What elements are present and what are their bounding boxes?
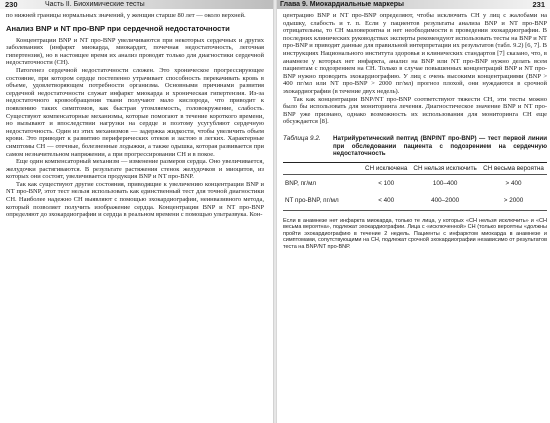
table-header-cell: СН весьма вероятна <box>483 164 544 172</box>
body-paragraph: Так как концентрации BNP/NT про-BNP соответствуют тяжести СН, эти тесты можно было бы использовать для мониторинга лечения. Диагностическое значение BNP и NT про-BNP уже признано, однако возможность их использования для мониторинга СН еще обсуждается [8]. <box>283 95 547 126</box>
right-page <box>277 0 550 423</box>
table-header-cell <box>283 162 362 174</box>
right-body-text <box>283 12 547 250</box>
body-paragraph: Еще один компенсаторный механизм — изменение размеров сердца. Оно увеличивается, желудочки растягиваются. В результате растяжения стенок желудочков и миоцитов, из которых они состоят, увеличивается продукция BNP и NT про-BNP. <box>6 158 264 181</box>
right-page-number: 231 <box>532 0 545 9</box>
section-heading: Анализ BNP и NT про-BNP при сердечной недостаточности <box>6 23 230 33</box>
table-header-cell: СН исключена <box>365 164 408 172</box>
table-title: Натрийуретический пептид (BNP/NT про-BNP) — тест первой линии при обследовании пациента с подозрением на сердечную недостаточность <box>333 134 547 158</box>
table-header-cell: СН нельзя исключить <box>413 164 477 172</box>
left-running-head: Часть II. Биохимические тесты <box>45 1 145 8</box>
body-paragraph: Так как существуют другие состояния, приводящие к увеличению концентрации BNP и NT про-BNP, этот тест нельзя использовать как единственный тест для точной диагностики СН. Наиболее надежно СН выявляют с помощью эхокардиографии, неинвазивного метода, который позволяет получить изображение сердца. Концентрации BNP и NT про-BNP определяют до эхокардиографии и сердца в реальном времени с помощью ультразвука. Кон- <box>6 180 264 219</box>
intro-paragraph: по нижней границы нормальных значений, у женщин старше 80 лет — около верхней. <box>6 12 246 19</box>
table-row <box>283 192 547 210</box>
table-label: Таблица 9.2. <box>283 134 321 142</box>
table-cell: > 2000 <box>503 197 524 205</box>
table-cell: > 400 <box>505 179 522 187</box>
table-cell: < 400 <box>378 197 395 205</box>
table-row <box>283 174 547 192</box>
left-page <box>0 0 273 423</box>
table-footnote: Если в анамнезе нет инфаркта миокарда, только те лица, у которых «СН нельзя исключить» и «СН весьма вероятна», подлежат эхокардиографии. Лица с «исключенной» СН (только вероятны «должны пройти эхокардиографию в течение 2 недель. Пациенты с инфарктом миокарда в анамнезе и симптомами, сопутствующими на СН, подлежат срочной эхокардиографии независимо от результатов теста на BNP/NT про-BNP. <box>283 217 547 250</box>
bnp-threshold-table <box>283 162 547 211</box>
table-cell: 400–2000 <box>431 197 460 205</box>
table-cell: NT про-BNP, пг/мл <box>285 197 339 205</box>
body-paragraph: центрацию BNP и NT про-BNP определяют, чтобы исключить СН у лиц с жалобами на одышку, слабость и т. п. Если у пациентов результаты анализа BNP и NT про-BNP отрицательны, то СН маловероятна и нет необходимости в проведении эхокардиографии. В последних клинических руководствах эксперты рекомендуют использовать тесты на BNP и NT про-BNP и приводят данные для правильной интерпретации их результатов (табл. 9.2) [6, 7]. В инструкциях Национального института здоровья и клинических стандартов [7] сказано, что, в анамнезе у которых нет инфаркта, анализ на BNP или NT про-BNP нужно делать всем пациентам с подозрением на СН. Только в случае повышенных концентраций BNP и NT про-BNP нужно проводить эхокардиографию. У лиц с очень высокими концентрациями (BNP > 400 пг/мл или NT про-BNP > 2000 пг/мл) прогноз плохой, они нуждаются в срочной эхокардиографии (в течение двух недель). <box>283 12 547 95</box>
table-caption <box>283 135 547 158</box>
table-header-row <box>283 162 547 174</box>
left-page-number: 230 <box>5 0 18 9</box>
right-running-head: Глава 9. Миокардиальные маркеры <box>280 1 405 8</box>
table-cell: BNP, пг/мл <box>285 179 317 187</box>
left-running-header <box>0 0 273 9</box>
left-body-text <box>6 12 264 219</box>
table-cell: 100–400 <box>432 179 458 187</box>
right-running-header <box>277 0 550 9</box>
table-cell: < 100 <box>378 179 395 187</box>
body-paragraph: Концентрации BNP и NT про-BNP увеличиваются при некоторых сердечных и других заболеваниях (инфаркт миокарда, миокардит, почечная недостаточность, легочная гипертензия), но в настоящее время их анализ проводят только для диагностики сердечной недостаточности (СН). <box>6 36 264 67</box>
body-paragraph: Патогенез сердечной недостаточности сложен. Это хроническое прогрессирующее состояние, при котором сердце постепенно утрачивает способность перекачивать кровь в объеме, удовлетворяющем потребности организма. Основными причинами развития сердечной недостаточности служат инфаркт миокарда и хроническая гипертензия. Из-за недостаточного кровообращения ткани получают мало кислорода, что приводит к появлению таких симптомов, как быстрая утомляемость, головокружение, слабость. Существуют компенсаторные механизмы, которые помогают в течение короткого времени, но вызывают и впоследствии нагрузки на сердце и поэтому усугубляют сердечную недостаточность. Один из этих механизмов — задержка жидкости, чтобы увеличить объем крови. Это приводит к развитию периферических отеков и застою в легких. Характерные симптомы СН — отечные, болезненные лодыжки, а также одышка, которая развивается при самом незначительном напряжении, а при прогрессировании СН и в покое. <box>6 66 264 158</box>
